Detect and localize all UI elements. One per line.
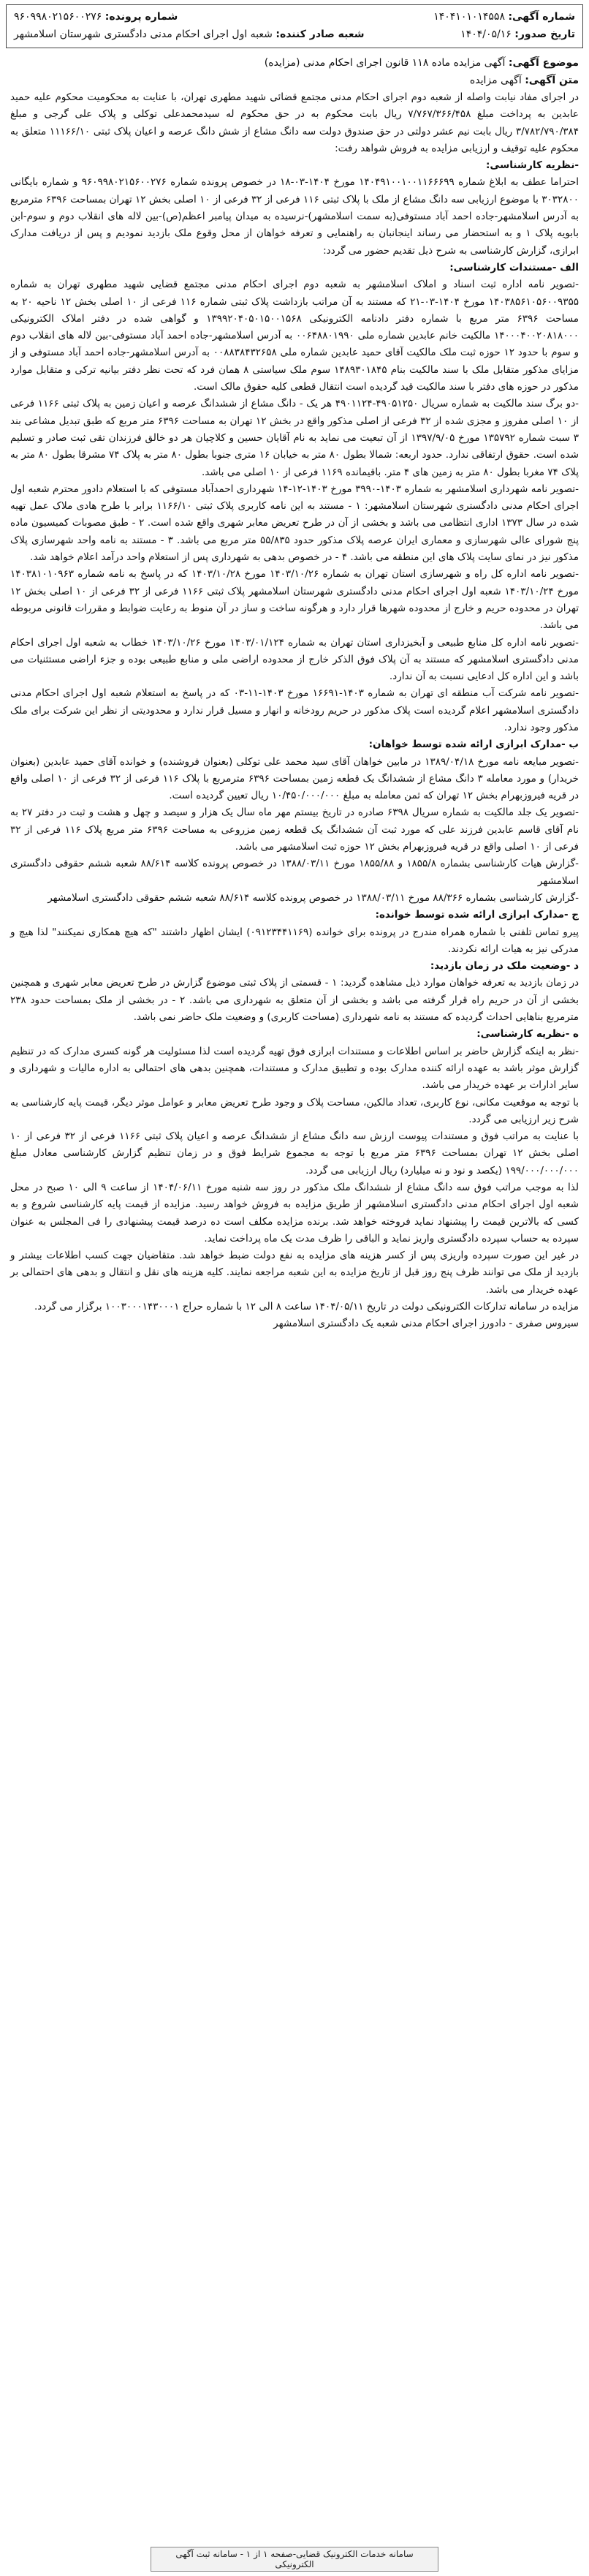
section-heading: -نظریه کارشناسی:	[485, 159, 579, 172]
body-paragraph: -دو برگ سند مالکیت به شماره سریال ۴۹۰۵۱۲۵۰-۴۹۰۱۱۲۴ هر یک - دانگ مشاع از ششدانگ عرصه و اعیان زمین به پلاک ثبتی ۱۱۶۶ فرعی از ۱۰ اصلی مفروز و مجزی شده از ۳۲ فرعی از اصلی مذکور واقع در بخش ۱۲ تهران به مساحت ۶۳۹۶ متر مربع که طبق تبدیل مشاعی بند ۳ سبت شماره ۱۳۵۷۹۲ مورخ ۱۳۹۷/۹/۰۵ از آن تبعیت می نماید به نام آقایان حسین و کلاچیان هر دو خالق فرزندان تقی ثبت صادر و تسلیم شده است. حقوق ارتفاقی ندارد. حدود اربعه: شمالا بطول ۸۰ متر به خیابان ۱۶ متری جنوبا بطول ۸۰ متر به پلاک ۷۴ مشرقا بطول ۸۰ متر به پلاک ۷۴ مغربا بطول ۸۰ متر به زمین های ۴ متر. باقیمانده ۱۱۶۹ فرعی از ۱۰ اصلی می باشد.	[10, 398, 580, 478]
notice-body	[6, 89, 583, 1333]
section-heading: ب -مدارک ابرازی ارائه شده توسط خواهان:	[368, 739, 579, 751]
body-paragraph: -تصویر نامه شرکت آب منطقه ای تهران به شماره ۱۴۰۳-۱۶۶۹۱ مورخ ۱۴۰۳-۱۱-۰۳ که در پاسخ به استعلام شعبه اول اجرای احکام مدنی دادگستری اسلامشهر اعلام گردیده است پلاک مذکور در حریم رودخانه و انهار و مسیل قرار ندارد و محدودیتی از نظر این شرکت برای ملک مذکور وجود ندارد.	[10, 687, 579, 733]
body-paragraph: در اجرای مفاد نیابت واصله از شعبه دوم اجرای احکام مدنی مجتمع قضائی شهید مطهری تهران، با عنایت به محکومیت محکوم علیه حمید عابدین به پرداخت مبلغ ۷/۷۶۷/۳۶۶/۴۵۸ ریال بابت محکوم به در حق محکوم له سیدمحمدعلی توکلی و پلاک علی گرجی و مبلغ ۳/۷۸۲/۷۹۰/۳۸۴ ریال بابت نیم عشر دولتی در حق صندوق دولت سه دانگ مشاع از شش دانگ عرصه و اعیان پلاک ثبتی ۱۱۱۶۶/۱۰ متعلق به محکوم علیه توقیف و ارزیابی مزایده به فروش شواهد رفت:	[10, 91, 580, 154]
body-paragraph: -گزارش کارشناسی بشماره ۸۸/۳۶۶ مورخ ۱۳۸۸/۰۳/۱۱ در خصوص پرونده کلاسه ۸۸/۶۱۴ شعبه ششم حقوقی دادگستری اسلامشهر	[48, 891, 579, 904]
body-paragraph: -تصویر نامه اداره کل منابع طبیعی و آبخیزداری استان تهران به شماره ۱۴۰۳/۰۱/۱۲۴ مورخ ۱۴۰۳/۱۰/۲۶ خطاب به شعبه اول اجرای احکام مدنی دادگستری اسلامشهر که مستند به آن پلاک فوق الذکر خارج از محدوده اراضی ملی و منابع طبیعی بوده و جزء اراضی مستثنیات می باشد و این اداره کل ادعایی نسبت به آن ندارد.	[10, 636, 579, 683]
notice-header	[6, 4, 583, 48]
issuer: شعبه صادر کننده: شعبه اول اجرای احکام مدنی دادگستری شهرستان اسلامشهر	[14, 29, 365, 40]
section-heading: د -وضعیت ملک در زمان بازدید:	[430, 960, 579, 972]
notice-meta	[6, 54, 583, 89]
header-row-1	[14, 8, 575, 26]
body-paragraph: در غیر این صورت سپرده واریزی پس از کسر هزینه های مزایده به نفع دولت ضبط خواهد شد. متقاضیان جهت کسب اطلاعات بیشتر و بازدید از ملک می توانند ظرف پنج روز قبل از تاریخ مزایده به این شعبه مراجعه نمایند. کلیه هزینه های نقل و انتقال و بدهی های احتمالی بر عهده خریدار می باشد.	[10, 1250, 579, 1296]
section-heading: الف -مستندات کارشناسی:	[449, 261, 579, 273]
page-footer	[6, 2547, 583, 2572]
body-paragraph: احتراما عطف به ابلاغ شماره ۱۴۰۴۹۱۰۰۱۰۰۱۱۶۶۶۹۹ مورخ ۱۴۰۴-۰۳-۱۸ در خصوص پرونده شماره ۹۶۰۹۹۸۰۲۱۵۶۰۰۲۷۶ و شماره بایگانی ۳۰۳۲۸۰۰ با موضوع ارزیابی سه دانگ مشاع از ملک با پلاک ثبتی ۱۱۶ فرعی از ۳۲ فرعی از ۱۰ اصلی بخش ۱۲ تهران بمساحت ۶۳۹۶ مترمربع به آدرس اسلامشهر-جاده احمد آباد مستوفی(به سمت اسلامشهر)-نرسیده به میدان پیامبر اعظم(ص)-بین لاله های انقلاب دوم و سوم-ابن بابویه پلاک ۱ و به استحضار می رساند اینجانبان به راهنمایی و تعرفه خواهان از محل وقوع ملک بازدید نمودیم و پس از دریافت مدارک ابرازی، گزارش کارشناسی به شرح ذیل تقدیم حضور می گردد:	[10, 176, 580, 257]
signature-line: سیروس صفری - دادورز اجرای احکام مدنی شعبه یک دادگستری اسلامشهر	[273, 1318, 579, 1330]
body-paragraph: با توجه به موقعیت مکانی، نوع کاربری، تعداد مالکین، مساحت پلاک و وجود طرح تعریض معابر و عوامل موثر دیگر، قیمت پایه کارشناسی به شرح زیر ارزیابی می گردد.	[10, 1096, 579, 1125]
body-paragraph: در زمان بازدید به تعرفه خواهان موارد ذیل مشاهده گردید: ۱ - قسمتی از پلاک ثبتی موضوع گزارش در طرح تعریض معابر شهری و همچنین بخشی از آن در حریم راه قرار گرفته می باشد و بخشی از آن متعلق به شهرداری می باشد. ۲ - در بخشی از ملک بمساحت حدود ۲۳۸ مترمربع بناهایی احداث گردیده که مستند به نامه شهرداری (مساحت کاربری) و وضعیت ملک حاضر نمی باشد.	[10, 977, 579, 1024]
notice-subject: موضوع آگهی: آگهی مزایده ماده ۱۱۸ قانون اجرای احکام مدنی (مزایده)	[264, 57, 579, 69]
body-paragraph: -تصویر نامه اداره ثبت اسناد و املاک اسلامشهر به شعبه دوم اجرای احکام مدنی مجتمع قضایی شهید مطهری تهران به شماره ۱۴۰۳۸۵۶۱۰۵۶۰۰۹۳۵۵ مورخ ۱۴۰۴-۰۳-۲۱ که مستند به آن مراتب بازداشت پلاک ثبتی شماره ۱۱۶ فرعی از ۱۰ اصلی بخش ۱۲ ناحیه ۲۰ به مساحت ۶۳۹۶ متر مربع با شماره دفتر دادنامه الکترونیکی ۱۳۹۹۲۰۴۰۵۰۱۵۰۰۱۵۶۸ و گواهی شده در دفتر املاک الکترونیکی ۱۴۰۰۰۴۰۰۲۰۸۱۸۰۰۰ مالکیت خانم عابدین شماره ملی ۰۰۶۴۸۸۰۱۹۹۰ به آدرس اسلامشهر-جاده احمد آباد مستوفی-بین لاله های انقلاب دوم و سوم با حدود ۱۲ حوزه ثبت ملک مالکیت آقای حمید عابدین شماره ملی ۰۰۸۸۳۸۴۳۲۶۵۸ به آدرس اسلامشهر-جاده احمد آباد مستوفی و از مزایای مذکور متقابل ملک با سند مالکیت بنام ۱۴۸۹۳۰۱۸۴۵ سوم ملک سیاستی ۸ همان فرد که تحت نظر دفتر بیانیه ترکی و متقابل موارد مذکور در حوزه های دفتر با سند مالکیت قید گردیده است انتقال قطعی کلیه حقوق مالک است.	[10, 279, 580, 393]
header-row-2	[14, 26, 575, 43]
section-heading: ه -نظریه کارشناسی:	[476, 1028, 579, 1040]
body-paragraph: -تصویر مبایعه نامه مورخ ۱۳۸۹/۰۴/۱۸ در مابین خواهان آقای سید محمد علی توکلی (بعنوان فروشنده) و خوانده آقای حمید عابدین (بعنوان خریدار) و مورد معامله ۳ دانگ مشاع از ششدانگ یک قطعه زمین بمساحت ۶۳۹۶ مترمربع با پلاک ۱۱۶ فرعی از ۳۲ فرعی از ۱۰ اصلی واقع در قریه فیروزبهرام بخش ۱۲ تهران که ثمن معامله به مبلغ ۱۰/۴۵۰/۰۰۰/۰۰۰ ریال تعیین گردیده است.	[10, 755, 580, 802]
body-paragraph: مزایده در سامانه تدارکات الکترونیکی دولت در تاریخ ۱۴۰۴/۰۵/۱۱ ساعت ۸ الی ۱۲ با شماره حراج ۱۰۰۳۰۰۰۱۴۳۰۰۰۱ برگزار می گردد.	[34, 1301, 579, 1313]
sheet-number: شماره آگهی: ۱۴۰۴۱۰۱۰۱۴۵۵۸	[433, 11, 575, 23]
body-paragraph: -گزارش هیات کارشناسی بشماره ۱۸۵۵/۸ و ۱۸۵۵/۸۸ مورخ ۱۳۸۸/۰۳/۱۱ در خصوص پرونده کلاسه ۸۸/۶۱۴ شعبه ششم حقوقی دادگستری اسلامشهر	[10, 858, 579, 887]
file-number: شماره پرونده: ۹۶۰۹۹۸۰۲۱۵۶۰۰۲۷۶	[14, 11, 178, 23]
body-paragraph: -تصویر نامه شهرداری اسلامشهر به شماره ۱۴۰۳-۳۹۹۰ مورخ ۱۴۰۳-۱۲-۱۴ شهرداری احمدآباد مستوفی که با استعلام دادور محترم شعبه اول اجرای احکام مدنی دادگستری شهرستان اسلامشهر: ۱ - مستند به این نامه کاربری پلاک ثبتی ۱۱۶۶/۱۰ برابر با طرح هادی ملاک عمل تهیه شده در سال ۱۳۷۳ اداری انتظامی می باشد و بخشی از آن در طرح تعریض معابر شهری واقع شده است. ۲ - طبق مصوبات کمیسیون ماده پنج شورای عالی شهرسازی و معماری ایران عرصه پلاک مذکور حدود ۵۵/۸۳۵ متر مربع می باشد. ۳ - مستند به نامه واحد شهرسازی پلاک مذکور نیز در نمای سایت پلاک های این منطقه می باشد. ۴ - در خصوص بدهی به شهرداری پس از استعلام واحد درآمد اعلام خواهد شد.	[10, 483, 579, 564]
body-paragraph: -تصویر نامه اداره کل راه و شهرسازی استان تهران به شماره ۱۴۰۳/۱۰/۲۶ مورخ ۱۴۰۳/۱۰/۲۸ که در پاسخ به نامه شماره ۱۴۰۳۸۱۰۱۰۹۶۳ مورخ ۱۴۰۳/۱۰/۲۴ شعبه اول اجرای احکام مدنی دادگستری شهرستان اسلامشهر پلاک ثبتی ۱۱۶۶ فرعی از ۳۲ فرعی از ۱۰ اصلی بخش ۱۲ تهران در محدوده حریم و خارج از محدوده شهرها قرار دارد و هرگونه ساخت و ساز در آن منوط به رعایت ضوابط و مقررات قانونی مربوطه می باشد.	[10, 568, 580, 632]
body-paragraph: با عنایت به مراتب فوق و مستندات پیوست ارزش سه دانگ مشاع از ششدانگ عرصه و اعیان پلاک ثبتی ۱۱۶۶ فرعی از ۳۲ فرعی از ۱۰ اصلی بخش ۱۲ تهران بمساحت ۶۳۹۶ متر مربع با توجه به مجموع شرایط فوق و در زمان تنظیم گزارش کارشناسی معادل مبلغ ۱۹۹/۰۰۰/۰۰۰/۰۰۰ (یکصد و نود و نه میلیارد) ریال ارزیابی می گردد.	[10, 1130, 580, 1176]
body-paragraph: -تصویر یک جلد مالکیت به شماره سریال ۶۳۹۸ صادره در تاریخ بیستم مهر ماه سال یک هزار و سیصد و چهل و هشت و ثبت در دفتر ۲۷ به نام آقای قاسم عابدین فرزند علی که مورد ثبت آن ششدانگ یک قطعه زمین مزروعی به مساحت ۶۳۹۶ متر مربع پلاک ۱۱۶ فرعی از ۳۲ فرعی از ۱۰ اصلی واقع در قریه فیروزبهرام بخش ۱۲ حوزه ثبت اسلامشهر می باشد.	[10, 807, 579, 853]
footer-bar: سامانه خدمات الکترونیک قضایی-صفحه ۱ از ۱ - سامانه ثبت آگهی الکترونیکی	[151, 2547, 438, 2572]
section-heading: ج -مدارک ابرازی ارائه شده توسط خوانده:	[375, 909, 579, 921]
notice-text-label: متن آگهی: آگهی مزایده	[469, 75, 579, 86]
issue-date: تاریخ صدور: ۱۴۰۴/۰۵/۱۶	[460, 29, 575, 40]
notice-page	[6, 4, 583, 2576]
body-paragraph: پیرو تماس تلفنی با شماره همراه مندرج در پرونده برای خوانده (۰۹۱۲۳۴۴۱۱۶۹) ایشان اظهار داشتند "که هیچ همکاری نمیکنند" لذا هیچ و مدرکی نیز به هیات ارائه نکردند.	[10, 926, 579, 955]
body-paragraph: لذا به موجب مراتب فوق سه دانگ مشاع از ششدانگ ملک مذکور در روز سه شنبه مورخ ۱۴۰۴/۰۶/۱۱ از ساعت ۹ الی ۱۰ صبح در محل شعبه اول اجرای احکام مدنی دادگستری اسلامشهر از طریق مزایده به فروش خواهد رسید. مزایده از قیمت پایه کارشناسی شروع و به کسی که بالاترین قیمت را پیشنهاد نماید فروخته خواهد شد. برنده مزایده مکلف است ده درصد قیمت پیشنهادی را فی المجلس به عنوان سپرده به حساب سپرده دادگستری واریز نماید و الباقی را ظرف مدت یک ماه پرداخت نماید.	[10, 1182, 579, 1244]
body-paragraph: -نظر به اینکه گزارش حاضر بر اساس اطلاعات و مستندات ابرازی فوق تهیه گردیده است لذا مسئولیت هر گونه کسری مدارک که در تنظیم گزارش موثر باشد به عهده ارائه کننده مدارک بوده و تطبیق مدارک و مستندات، همچنین بدهی های احتمالی به اداره مالیات و شهرداری و سایر ادارات بر عهده خریدار می باشد.	[10, 1045, 579, 1092]
